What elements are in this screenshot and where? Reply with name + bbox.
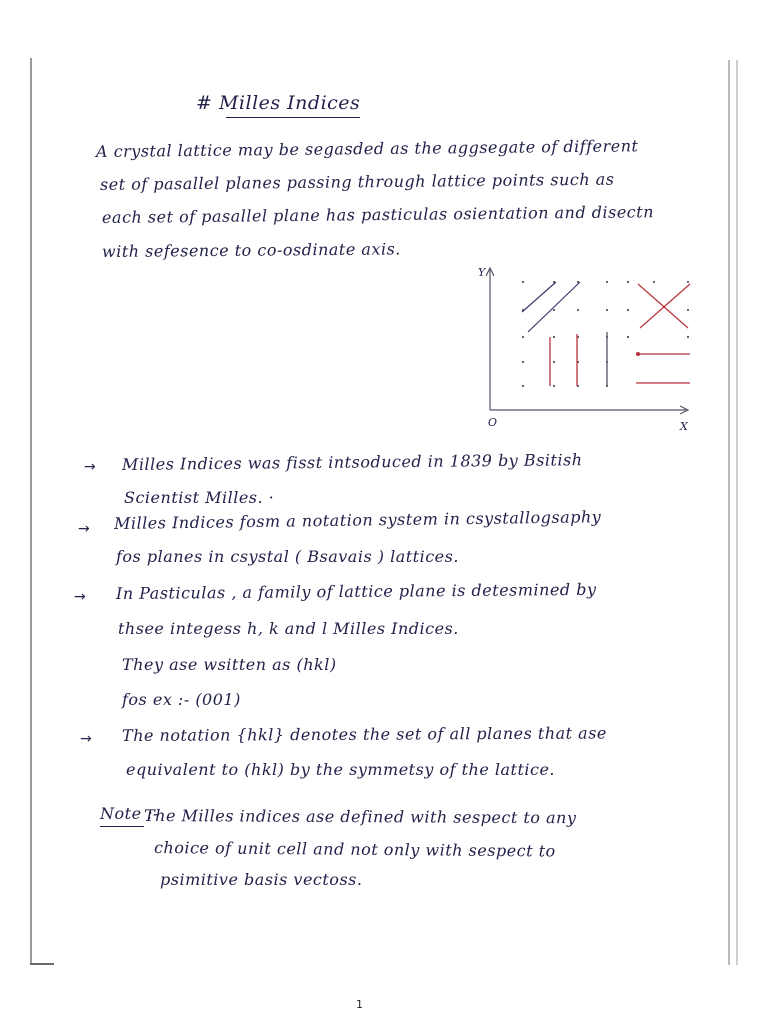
- diagonal-plane-2: [528, 282, 580, 332]
- page-title: # Milles Indices: [196, 92, 361, 114]
- page-left-border: [30, 58, 32, 965]
- note-label: Note :-: [100, 804, 159, 823]
- page-right-border-inner: [736, 60, 738, 965]
- note-line-3: psimitive basis vectoss.: [160, 870, 363, 889]
- title-underline: [226, 117, 360, 118]
- intro-line-3: each set of pasallel plane has pasticulas osientation and disectn: [101, 202, 655, 227]
- bullet-1-line-2: Scientist Milles. ·: [124, 488, 275, 507]
- page-right-border: [728, 60, 730, 965]
- bullet-arrow-2: →: [78, 521, 90, 537]
- bullet-2-line-2: fos planes in csystal ( Bsavais ) lattices.: [116, 547, 459, 566]
- crossing-plane-1: [638, 284, 688, 328]
- bullet-1-line-1: Milles Indices was fisst intsoduced in 1839 by Bsitish: [121, 450, 583, 474]
- y-axis-label: Y: [478, 266, 486, 279]
- bullet-2-line-1: Milles Indices fosm a notation system in csystallogsaphy: [113, 507, 602, 533]
- bullet-arrow-4: →: [80, 731, 92, 747]
- horizontal-plane-1-marker: [636, 352, 640, 356]
- note-line-2: choice of unit cell and not only with sespect to: [153, 838, 556, 861]
- diagonal-plane-1: [522, 282, 556, 312]
- intro-line-4: with sefesence to co-osdinate axis.: [101, 239, 401, 261]
- bullet-arrow-3: →: [74, 589, 86, 605]
- bullet-arrow-1: →: [84, 459, 96, 475]
- page-number: 1: [356, 998, 363, 1011]
- intro-line-1: A crystal lattice may be segasded as the aggsegate of different: [95, 136, 639, 161]
- page-bottom-corner-line: [30, 963, 54, 965]
- example-line: fos ex :- (001): [122, 690, 241, 709]
- notation-line-1: The notation {hkl} denotes the set of all planes that ase: [121, 723, 607, 745]
- note-line-1: The Milles indices ase defined with sespect to any: [143, 806, 577, 828]
- bullet-3-line-2: thsee integess h, k and l Milles Indices.: [118, 619, 459, 638]
- crossing-plane-2: [640, 284, 690, 328]
- x-axis-label: X: [680, 420, 688, 433]
- note-underline: [100, 826, 144, 827]
- written-as-line: They ase wsitten as (hkl): [122, 655, 337, 674]
- origin-label: O: [488, 416, 498, 429]
- lattice-planes-diagram: [470, 262, 700, 442]
- notation-line-2: equivalent to (hkl) by the symmetsy of the lattice.: [126, 760, 556, 779]
- intro-line-2: set of pasallel planes passing through lattice points such as: [99, 169, 615, 194]
- lattice-points: [522, 281, 689, 387]
- bullet-3-line-1: In Pasticulas , a family of lattice plane is detesmined by: [115, 579, 597, 603]
